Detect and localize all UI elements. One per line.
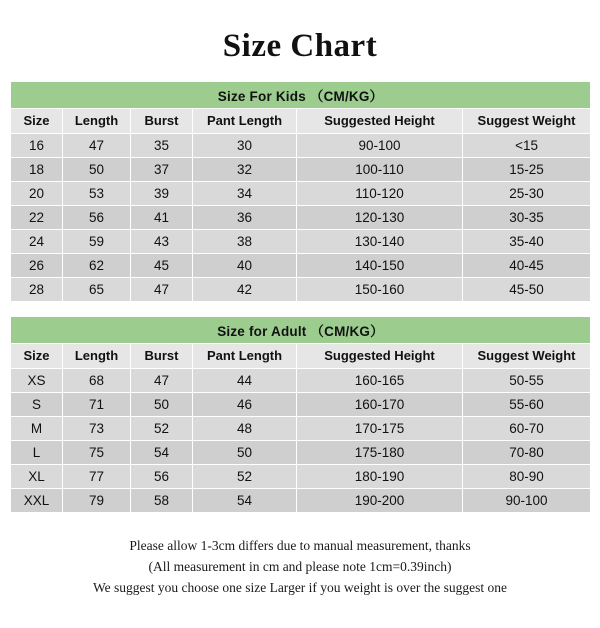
footer-notes: [30, 535, 570, 598]
cell-pant-length: 40: [193, 254, 297, 278]
cell-suggested-height: 110-120: [297, 182, 463, 206]
cell-length: 47: [63, 134, 131, 158]
kids-size-table: [10, 81, 591, 302]
cell-burst: 58: [131, 489, 193, 513]
cell-length: 65: [63, 278, 131, 302]
cell-suggested-height: 160-170: [297, 393, 463, 417]
cell-pant-length: 38: [193, 230, 297, 254]
table-row: [11, 254, 591, 278]
cell-pant-length: 54: [193, 489, 297, 513]
cell-burst: 56: [131, 465, 193, 489]
column-header-burst: Burst: [131, 344, 193, 369]
adult-table-banner: Size for Adult （CM/KG）: [11, 317, 591, 344]
cell-suggested-height: 170-175: [297, 417, 463, 441]
cell-pant-length: 30: [193, 134, 297, 158]
cell-size: 16: [11, 134, 63, 158]
cell-suggest-weight: 40-45: [463, 254, 591, 278]
cell-length: 50: [63, 158, 131, 182]
cell-length: 71: [63, 393, 131, 417]
table-row: [11, 369, 591, 393]
cell-pant-length: 46: [193, 393, 297, 417]
cell-burst: 39: [131, 182, 193, 206]
cell-length: 68: [63, 369, 131, 393]
cell-pant-length: 52: [193, 465, 297, 489]
cell-suggested-height: 180-190: [297, 465, 463, 489]
table-row: [11, 134, 591, 158]
cell-suggest-weight: 25-30: [463, 182, 591, 206]
cell-pant-length: 36: [193, 206, 297, 230]
table-row: [11, 278, 591, 302]
page-title: Size Chart: [222, 28, 378, 64]
cell-size: XXL: [11, 489, 63, 513]
cell-suggested-height: 100-110: [297, 158, 463, 182]
cell-size: XL: [11, 465, 63, 489]
table-row: [11, 417, 591, 441]
cell-suggested-height: 120-130: [297, 206, 463, 230]
cell-pant-length: 48: [193, 417, 297, 441]
cell-pant-length: 32: [193, 158, 297, 182]
cell-pant-length: 42: [193, 278, 297, 302]
column-header-suggested-height: Suggested Height: [297, 344, 463, 369]
cell-length: 56: [63, 206, 131, 230]
cell-burst: 54: [131, 441, 193, 465]
cell-size: M: [11, 417, 63, 441]
cell-size: XS: [11, 369, 63, 393]
cell-suggested-height: 175-180: [297, 441, 463, 465]
cell-suggest-weight: 50-55: [463, 369, 591, 393]
cell-size: 18: [11, 158, 63, 182]
cell-size: 22: [11, 206, 63, 230]
cell-suggest-weight: 55-60: [463, 393, 591, 417]
adult-table-banner-row: [11, 317, 591, 344]
column-header-size: Size: [11, 109, 63, 134]
cell-suggested-height: 130-140: [297, 230, 463, 254]
cell-pant-length: 44: [193, 369, 297, 393]
cell-burst: 45: [131, 254, 193, 278]
cell-suggest-weight: 30-35: [463, 206, 591, 230]
cell-size: S: [11, 393, 63, 417]
cell-suggest-weight: 45-50: [463, 278, 591, 302]
kids-table-banner: Size For Kids （CM/KG）: [11, 82, 591, 109]
cell-burst: 47: [131, 278, 193, 302]
note-line-2: (All measurement in cm and please note 1cm=0.39inch): [148, 559, 452, 574]
cell-suggest-weight: 35-40: [463, 230, 591, 254]
note-line-3: We suggest you choose one size Larger if you weight is over the suggest one: [92, 580, 508, 595]
cell-length: 62: [63, 254, 131, 278]
cell-suggest-weight: 15-25: [463, 158, 591, 182]
cell-suggested-height: 160-165: [297, 369, 463, 393]
table-row: [11, 158, 591, 182]
cell-suggest-weight: 80-90: [463, 465, 591, 489]
cell-suggest-weight: 60-70: [463, 417, 591, 441]
column-header-length: Length: [63, 344, 131, 369]
adult-size-table: [10, 316, 591, 513]
adult-table-header-row: [11, 344, 591, 369]
column-header-size: Size: [11, 344, 63, 369]
cell-burst: 43: [131, 230, 193, 254]
note-line-1: Please allow 1-3cm differs due to manual measurement, thanks: [129, 538, 471, 553]
cell-size: L: [11, 441, 63, 465]
column-header-length: Length: [63, 109, 131, 134]
cell-suggested-height: 90-100: [297, 134, 463, 158]
cell-burst: 47: [131, 369, 193, 393]
table-row: [11, 489, 591, 513]
cell-burst: 37: [131, 158, 193, 182]
cell-size: 26: [11, 254, 63, 278]
column-header-suggested-height: Suggested Height: [297, 109, 463, 134]
cell-suggested-height: 140-150: [297, 254, 463, 278]
cell-length: 79: [63, 489, 131, 513]
cell-size: 28: [11, 278, 63, 302]
cell-suggest-weight: 90-100: [463, 489, 591, 513]
table-row: [11, 182, 591, 206]
cell-length: 53: [63, 182, 131, 206]
column-header-pant-length: Pant Length: [193, 344, 297, 369]
table-row: [11, 393, 591, 417]
size-chart-page: [0, 28, 600, 628]
cell-suggest-weight: <15: [463, 134, 591, 158]
table-row: [11, 230, 591, 254]
cell-suggest-weight: 70-80: [463, 441, 591, 465]
column-header-pant-length: Pant Length: [193, 109, 297, 134]
table-row: [11, 465, 591, 489]
cell-pant-length: 34: [193, 182, 297, 206]
cell-burst: 35: [131, 134, 193, 158]
cell-suggested-height: 190-200: [297, 489, 463, 513]
cell-length: 59: [63, 230, 131, 254]
cell-length: 77: [63, 465, 131, 489]
cell-burst: 41: [131, 206, 193, 230]
cell-pant-length: 50: [193, 441, 297, 465]
table-row: [11, 441, 591, 465]
cell-length: 73: [63, 417, 131, 441]
kids-table-header-row: [11, 109, 591, 134]
column-header-suggest-weight: Suggest Weight: [463, 344, 591, 369]
kids-table-banner-row: [11, 82, 591, 109]
cell-burst: 52: [131, 417, 193, 441]
cell-burst: 50: [131, 393, 193, 417]
column-header-suggest-weight: Suggest Weight: [463, 109, 591, 134]
cell-suggested-height: 150-160: [297, 278, 463, 302]
table-row: [11, 206, 591, 230]
cell-size: 24: [11, 230, 63, 254]
column-header-burst: Burst: [131, 109, 193, 134]
cell-length: 75: [63, 441, 131, 465]
cell-size: 20: [11, 182, 63, 206]
